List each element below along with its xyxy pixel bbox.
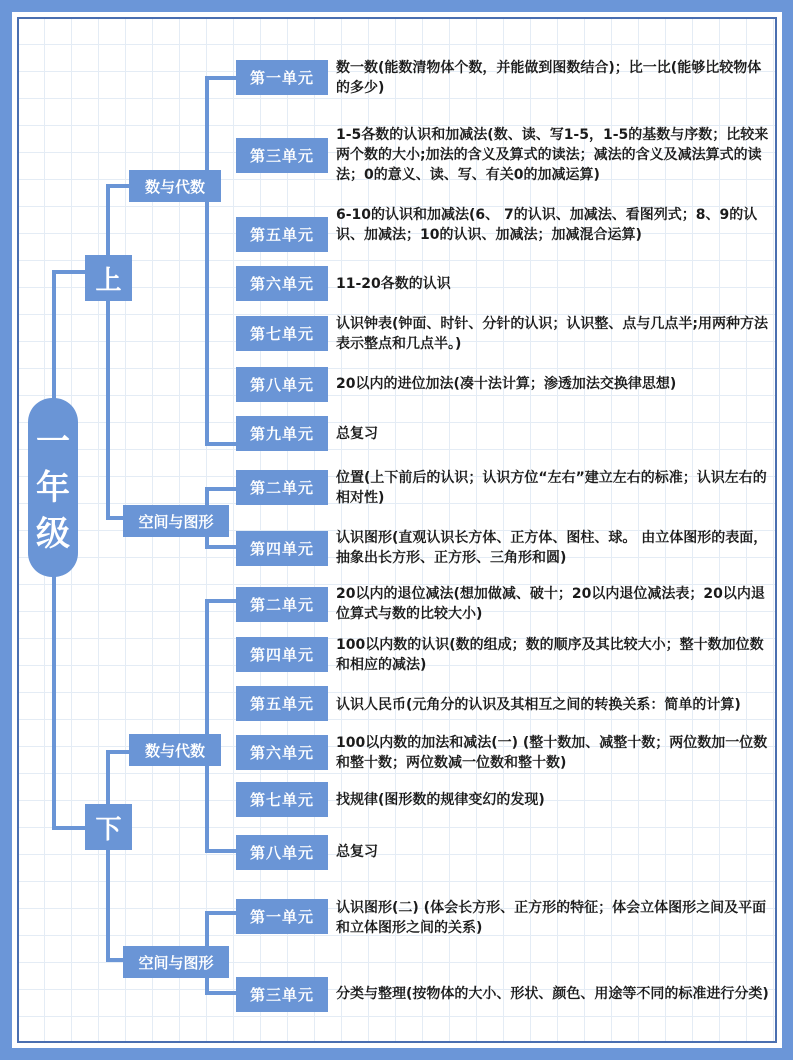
branch-shang-geometry: 空间与图形: [123, 505, 229, 537]
connector-xia-algebra-top: [205, 599, 237, 603]
connector-root-to-shang: [52, 270, 87, 274]
unit-tag: 第一单元: [236, 899, 328, 934]
unit-tag: 第八单元: [236, 835, 328, 870]
unit-tag: 第四单元: [236, 637, 328, 672]
unit-tag: 第六单元: [236, 735, 328, 770]
unit-tag: 第七单元: [236, 782, 328, 817]
unit-tag: 第三单元: [236, 138, 328, 173]
root-char: 一: [36, 421, 70, 462]
unit-tag: 第五单元: [236, 217, 328, 252]
connector-xia-geometry-bottom: [205, 991, 237, 995]
connector-xia-algebra-vertical: [205, 599, 209, 853]
connector-xia-geometry-top: [205, 911, 237, 915]
connector-shang-algebra-bottom: [205, 442, 237, 446]
unit-description: 100以内数的认识(数的组成；数的顺序及其比较大小；整十数加位数和相应的减法): [336, 637, 764, 673]
unit-description: 认识人民币(元角分的认识及其相互之间的转换关系：简单的计算): [336, 697, 741, 713]
unit-description: 认识钟表(钟面、时针、分针的认识；认识整、点与几点半;用两种方法表示整点和几点半。): [336, 316, 768, 352]
connector-shang-algebra-top: [205, 76, 237, 80]
unit-description: 总复习: [336, 844, 378, 860]
unit-tag: 第四单元: [236, 531, 328, 566]
unit-tag: 第五单元: [236, 686, 328, 721]
unit-description: 认识图形(二) (体会长方形、正方形的特征；体会立体图形之间及平面和立体图形之间的关系): [336, 900, 767, 936]
root-char: 级: [36, 513, 70, 554]
semester-shang: 上: [85, 255, 132, 301]
branch-xia-geometry: 空间与图形: [123, 946, 229, 978]
connector-shang-geometry-top: [205, 487, 237, 491]
semester-xia: 下: [85, 804, 132, 850]
connector-xia-vertical: [106, 750, 110, 962]
unit-description: 找规律(图形数的规律变幻的发现): [336, 792, 545, 808]
connector-xia-algebra-bottom: [205, 849, 237, 853]
unit-tag: 第一单元: [236, 60, 328, 95]
unit-description: 分类与整理(按物体的大小、形状、颜色、用途等不同的标准进行分类): [336, 986, 769, 1002]
connector-root-to-xia: [52, 826, 87, 830]
connector-shang-vertical: [106, 184, 110, 520]
unit-tag: 第三单元: [236, 977, 328, 1012]
connector-shang-to-algebra: [106, 184, 131, 188]
unit-description: 1-5各数的认识和加减法(数、读、写1-5，1-5的基数与序数；比较来两个数的大小;加法的含义及算式的读法；减法的含义及减法算式的读法；0的意义、读、写、有关0的加减运算): [336, 127, 769, 183]
unit-description: 总复习: [336, 426, 378, 442]
connector-xia-to-algebra: [106, 750, 131, 754]
unit-tag: 第六单元: [236, 266, 328, 301]
unit-description: 数一数(能数清物体个数，并能做到图数结合)；比一比(能够比较物体的多少): [336, 60, 762, 96]
unit-description: 6-10的认识和加减法(6、 7的认识、加减法、看图列式；8、9的认识、加减法；10的认识、加减法；加减混合运算): [336, 207, 758, 243]
unit-description: 11-20各数的认识: [336, 276, 451, 292]
root-char: 年: [36, 467, 70, 508]
unit-tag: 第二单元: [236, 587, 328, 622]
unit-description: 认识图形(直观认识长方体、正方体、图柱、球。 由立体图形的表面，抽象出长方形、正方形、三角形和圆): [336, 530, 768, 566]
unit-description: 100以内数的加法和减法(一) (整十数加、减整十数；两位数加一位数和整十数；两位数减一位数和整十数): [336, 735, 768, 771]
unit-tag: 第八单元: [236, 367, 328, 402]
connector-shang-algebra-vertical: [205, 76, 209, 446]
unit-tag: 第二单元: [236, 470, 328, 505]
unit-description: 20以内的进位加法(凑十法计算；渗透加法交换律思想): [336, 376, 677, 392]
unit-tag: 第七单元: [236, 316, 328, 351]
branch-shang-algebra: 数与代数: [129, 170, 221, 202]
branch-xia-algebra: 数与代数: [129, 734, 221, 766]
root-node-grade-one: [28, 398, 78, 577]
unit-description: 位置(上下前后的认识；认识方位“左右”建立左右的标准；认识左右的相对性): [336, 470, 767, 506]
connector-shang-geometry-bottom: [205, 545, 237, 549]
unit-tag: 第九单元: [236, 416, 328, 451]
unit-description: 20以内的退位减法(想加做减、破十；20以内退位减法表；20以内退位算式与数的比较大小): [336, 586, 765, 622]
